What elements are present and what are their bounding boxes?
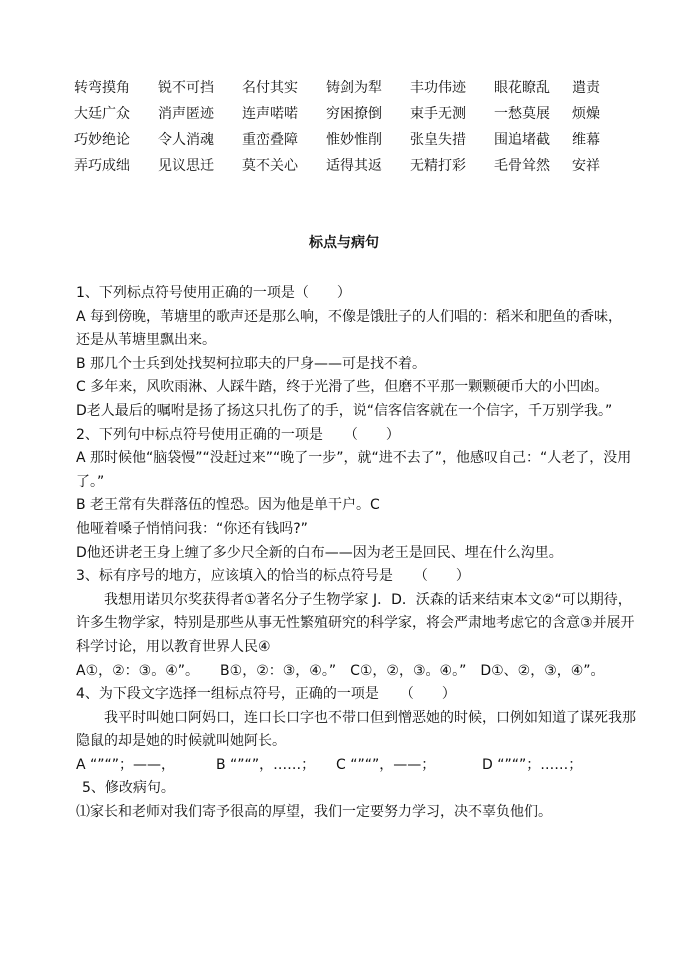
vocab-word: 遣责 xyxy=(572,80,600,96)
q4-option-d: D “”“”；……； xyxy=(482,756,583,773)
q4-stem: 4、为下段文字选择一组标点符号，正确的一项是 （ ） xyxy=(76,686,456,703)
section-title: 标点与病句 xyxy=(309,235,379,251)
vocab-word: 巧妙绝论 xyxy=(74,132,130,148)
vocab-word: 丰功伟迹 xyxy=(410,80,466,96)
q3-stem: 3、标有序号的地方，应该填入的恰当的标点符号是 （ ） xyxy=(76,568,470,585)
vocab-word: 消声匿迹 xyxy=(158,106,214,122)
vocab-word: 铸剑为犁 xyxy=(326,80,382,96)
vocab-grid xyxy=(74,78,634,176)
vocab-word: 眼花瞭乱 xyxy=(494,80,550,96)
vocab-word: 锐不可挡 xyxy=(158,80,214,96)
vocab-word: 无精打彩 xyxy=(410,158,466,174)
q2-option-c: 他哑着嗓子悄悄问我：“你还有钱吗?” xyxy=(76,520,308,537)
vocab-word: 适得其返 xyxy=(326,158,382,174)
q1-option-d: D老人最后的嘱咐是扬了扬这只扎伤了的手，说“信客信客就在一个信字，千万别学我。” xyxy=(76,402,613,419)
q4-options xyxy=(76,754,636,778)
q2-option-d: D他还讲老王身上缠了多少尺全新的白布——因为老王是回民、埋在什么沟里。 xyxy=(76,544,563,561)
vocab-word: 重峦叠障 xyxy=(242,132,298,148)
vocab-word: 穷困撩倒 xyxy=(326,106,382,122)
vocab-word: 束手无测 xyxy=(410,106,466,122)
q5-stem: 5、修改病句。 xyxy=(82,780,175,797)
q2-option-b: B 老王常有失群落伍的惶恐。因为他是单干户。C xyxy=(76,497,380,514)
vocab-word: 大廷广众 xyxy=(74,106,130,122)
vocab-word: 连声喏喏 xyxy=(242,106,298,122)
q1-option-b: B 那几个士兵到处找契柯拉耶夫的尸身——可是找不着。 xyxy=(76,355,427,372)
vocab-word: 毛骨耸然 xyxy=(494,158,550,174)
vocab-word: 令人消魂 xyxy=(158,132,214,148)
questions xyxy=(76,282,636,825)
q1-option-a: A 每到傍晚，苇塘里的歌声还是那么响，不像是饿肚子的人们唱的：稻米和肥鱼的香味， 还是从苇塘里飘出来。 xyxy=(76,308,623,349)
vocab-word: 安祥 xyxy=(572,158,600,174)
q4-passage: 我平时叫她口阿妈口，连口长口字也不带口但到憎恶她的时候，口例如知道了谋死我那隐鼠的却是她的时候就叫她阿长。 xyxy=(76,709,636,750)
vocab-word: 维幕 xyxy=(572,132,600,148)
q2-option-a: A 那时候他“脑袋慢”“没赶过来”“晚了一步”，就“进不去了”，他感叹自己：“人老了，没用了。” xyxy=(76,450,632,490)
vocab-word: 惟妙惟削 xyxy=(326,132,382,148)
q4-option-b: B “”“”，……； xyxy=(216,756,316,773)
vocab-word: 转弯摸角 xyxy=(74,80,130,96)
vocab-word: 弄巧成绌 xyxy=(74,158,130,174)
q1-option-c: C 多年来，风吹雨淋、人踩牛踏，终于光滑了些，但磨不平那一颗颗硬币大的小凹凼。 xyxy=(76,379,609,396)
vocab-word: 名付其实 xyxy=(242,80,298,96)
q1-stem: 1、下列标点符号使用正确的一项是（ ） xyxy=(76,285,351,301)
vocab-word: 见议思迁 xyxy=(158,158,214,174)
vocab-word: 一愁莫展 xyxy=(494,106,550,122)
vocab-word: 烦燥 xyxy=(572,106,600,122)
q2-stem: 2、下列句中标点符号使用正确的一项是 （ ） xyxy=(76,426,400,443)
vocab-word: 莫不关心 xyxy=(242,158,298,174)
q4-option-c: C “”“”，——； xyxy=(336,756,436,773)
vocab-word: 张皇失措 xyxy=(410,132,466,148)
q3-options: A①，②：③。④”。 B①，②：③，④。” C①，②，③。④。” D①、②，③，④”。 xyxy=(76,662,605,679)
q3-passage: 我想用诺贝尔奖获得者①著名分子生物学家 J．D．沃森的话来结束本文②“可以期待，许多生物学家，特别是那些从事无性繁殖研究的科学家，将会严肃地考虑它的含意③并展开科学讨论，用以教育世界人民④ xyxy=(76,591,635,655)
q5-item-1: ⑴家长和老师对我们寄予很高的厚望，我们一定要努力学习，决不辜负他们。 xyxy=(76,804,552,821)
vocab-word: 围追堵截 xyxy=(494,132,550,148)
q4-option-a: A “”“”；——， xyxy=(76,756,176,773)
